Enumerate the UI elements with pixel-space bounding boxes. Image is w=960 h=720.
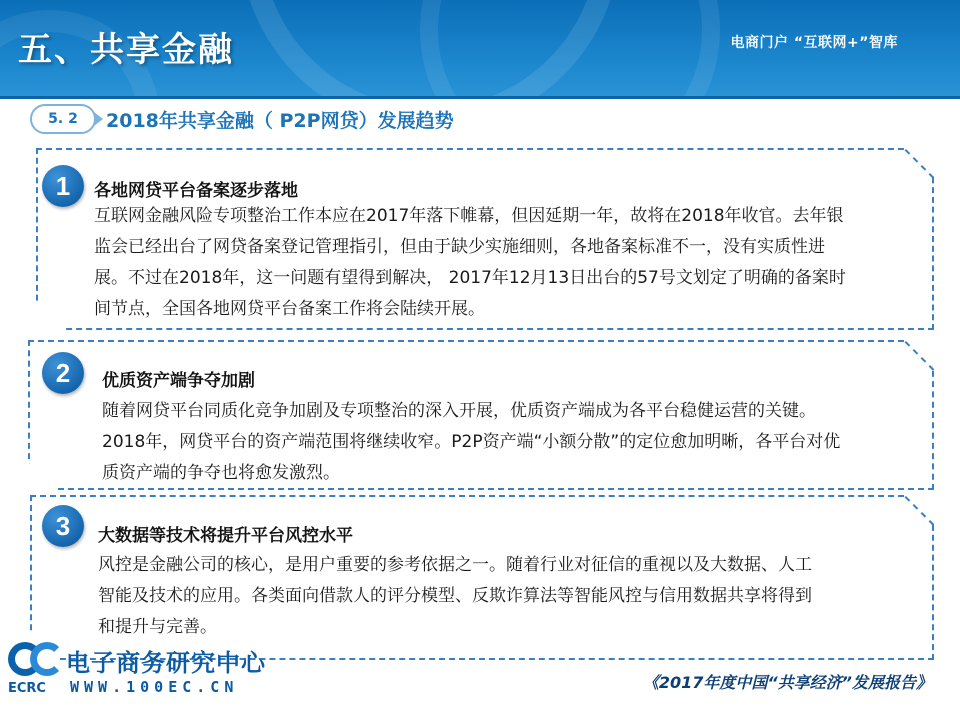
header-brand: 电商门户 “互联网+”智库 xyxy=(730,35,898,51)
number-3-icon: 3 xyxy=(42,505,84,547)
footer-report-title: 《2017年度中国“共享经济”发展报告》 xyxy=(642,673,932,692)
card-3-heading: 大数据等技术将提升平台风控水平 xyxy=(98,526,353,546)
decorative-swirl xyxy=(420,0,720,96)
card-2-line: 2018年，网贷平台的资产端范围将继续收窄。P2P资产端“小额分散”的定位愈加明晰，各平台对优 xyxy=(102,432,841,452)
logo-c-icon xyxy=(30,642,64,676)
card-1-line: 互联网金融风险专项整治工作本应在2017年落下帷幕，但因延期一年，故将在2018年收官。去年银 xyxy=(94,206,844,226)
footer-org-name: 电子商务研究中心 xyxy=(66,649,266,677)
header-banner xyxy=(0,0,960,96)
section-number-badge: 5. 2 xyxy=(30,104,96,134)
card-1-line: 展。不过在2018年，这一问题有望得到解决， 2017年12月13日出台的57号文划定了明确的备案时 xyxy=(94,268,846,288)
card-2-heading: 优质资产端争夺加剧 xyxy=(102,371,255,391)
card-1-line: 监会已经出台了网贷备案登记管理指引，但由于缺少实施细则，各地备案标准不一，没有实质性进 xyxy=(94,237,825,257)
section-title: 2018年共享金融（ P2P网贷）发展趋势 xyxy=(106,110,454,132)
card-2-line: 随着网贷平台同质化竞争加剧及专项整治的深入开展，优质资产端成为各平台稳健运营的关键。 xyxy=(102,401,816,421)
card-3-line: 风控是金融公司的核心，是用户重要的参考依据之一。随着行业对征信的重视以及大数据、人工 xyxy=(98,555,812,575)
card-2-line: 质资产端的争夺也将愈发激烈。 xyxy=(102,463,340,483)
card-3-body xyxy=(98,550,928,643)
number-1-icon: 1 xyxy=(42,165,84,207)
footer-url: WWW.100EC.CN xyxy=(70,678,239,696)
card-2-body xyxy=(102,396,928,489)
header-divider xyxy=(0,96,960,99)
page-title: 五、共享金融 xyxy=(18,30,234,70)
card-1-heading: 各地网贷平台备案逐步落地 xyxy=(94,181,298,201)
card-3-line: 和提升与完善。 xyxy=(98,617,217,637)
card-1-line: 间节点，全国各地网贷平台备案工作将会陆续开展。 xyxy=(94,299,485,319)
card-1-body xyxy=(94,201,924,325)
card-3-line: 智能及技术的应用。各类面向借款人的评分模型、反欺诈算法等智能风控与信用数据共享将得到 xyxy=(98,586,812,606)
number-2-icon: 2 xyxy=(42,352,84,394)
ecrc-logo xyxy=(8,642,64,678)
footer-org-abbr: ECRC xyxy=(8,681,46,696)
section-arrow-icon xyxy=(94,112,103,126)
